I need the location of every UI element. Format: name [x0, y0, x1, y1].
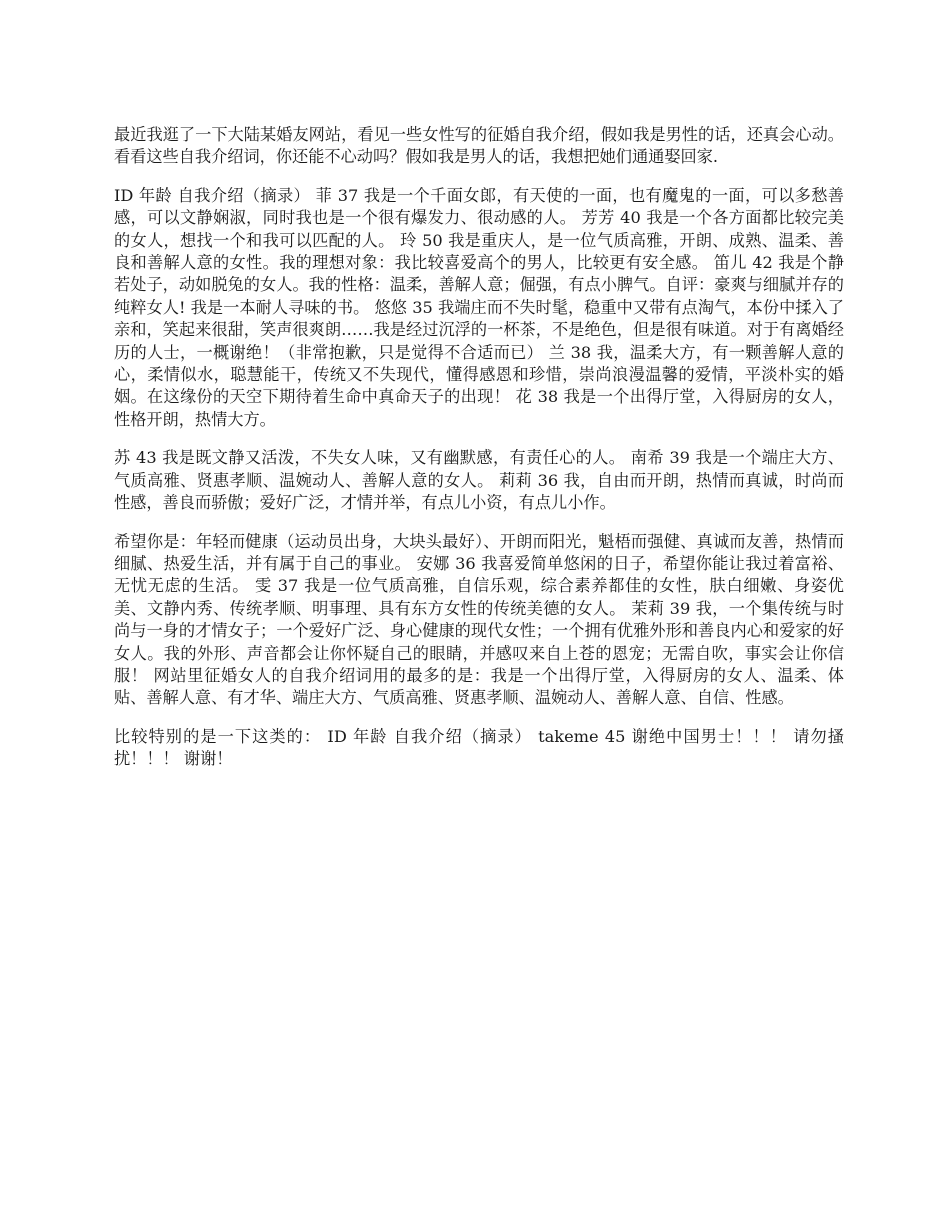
- document-page: [114, 124, 844, 787]
- intro-paragraph: 最近我逛了一下大陆某婚友网站，看见一些女性写的征婚自我介绍，假如我是男性的话，还真会心动。看看这些自我介绍词，你还能不心动吗？假如我是男人的话，我想把她们通通娶回家.: [114, 125, 844, 167]
- profiles-paragraph-2: 苏 43 我是既文静又活泼，不失女人味，又有幽默感，有责任心的人。 南希 39 我是一个端庄大方、气质高雅、贤惠孝顺、温婉动人、善解人意的女人。 莉莉 36 我，自由而开朗，热情而真诚，时尚而性感，善良而骄傲；爱好广泛，才情并举，有点儿小资，有点儿小作。: [114, 448, 844, 513]
- closing-paragraph: 比较特别的是一下这类的： ID 年龄 自我介绍（摘录） takeme 45 谢绝中国男士！！！ 请勿搔扰！！！ 谢谢！: [114, 726, 844, 769]
- profiles-paragraph-1: ID 年龄 自我介绍（摘录） 菲 37 我是一个千面女郎，有天使的一面，也有魔鬼的一面，可以多愁善感，可以文静娴淑，同时我也是一个很有爆发力、很动感的人。 芳芳 40 我是一个各方面都比较完美的女人，想找一个和我可以匹配的人。 玲 50 我是重庆人，是一位气质高雅，开朗、成熟、温柔、善良和善解人意的女性。我的理想对象：我比较喜爱高个的男人，比较更有安全感。 笛儿 42 我是个静若处子，动如脱兔的女人。我的性格：温柔，善解人意；倔强，有点小脾气。自评：豪爽与细腻并存的纯粹女人! 我是一本耐人寻味的书。 悠悠 35 我端庄而不失时髦，稳重中又带有点淘气，本份中揉入了亲和，笑起来很甜，笑声很爽朗……我是经过沉浮的一杯茶，不是绝色，但是很有味道。对于有离婚经历的人士，一概谢绝！（非常抱歉，只是觉得不合适而已） 兰 38 我，温柔大方，有一颗善解人意的心，柔情似水，聪慧能干，传统又不失现代，懂得感恩和珍惜，崇尚浪漫温馨的爱情，平淡朴实的婚姻。在这缘份的天空下期待着生命中真命天子的出现！ 花 38 我是一个出得厅堂，入得厨房的女人，性格开朗，热情大方。: [114, 185, 844, 429]
- profiles-paragraph-3: 希望你是：年轻而健康（运动员出身，大块头最好）、开朗而阳光，魁梧而强健、真诚而友善，热情而细腻、热爱生活，并有属于自己的事业。 安娜 36 我喜爱简单悠闲的日子，希望你能让我过着富裕、无忧无虑的生活。 雯 37 我是一位气质高雅，自信乐观，综合素养都佳的女性，肤白细嫩、身姿优美、文静内秀、传统孝顺、明事理、具有东方女性的传统美德的女人。 茉莉 39 我，一个集传统与时尚与一身的才情女子；一个爱好广泛、身心健康的现代女性；一个拥有优雅外形和善良内心和爱家的好女人。我的外形、声音都会让你怀疑自己的眼睛，并感叹来自上苍的恩宠；无需自吹，事实会让你信服！ 网站里征婚女人的自我介绍词用的最多的是：我是一个出得厅堂，入得厨房的女人、温柔、体贴、善解人意、有才华、端庄大方、气质高雅、贤惠孝顺、温婉动人、善解人意、自信、性感。: [114, 531, 844, 708]
